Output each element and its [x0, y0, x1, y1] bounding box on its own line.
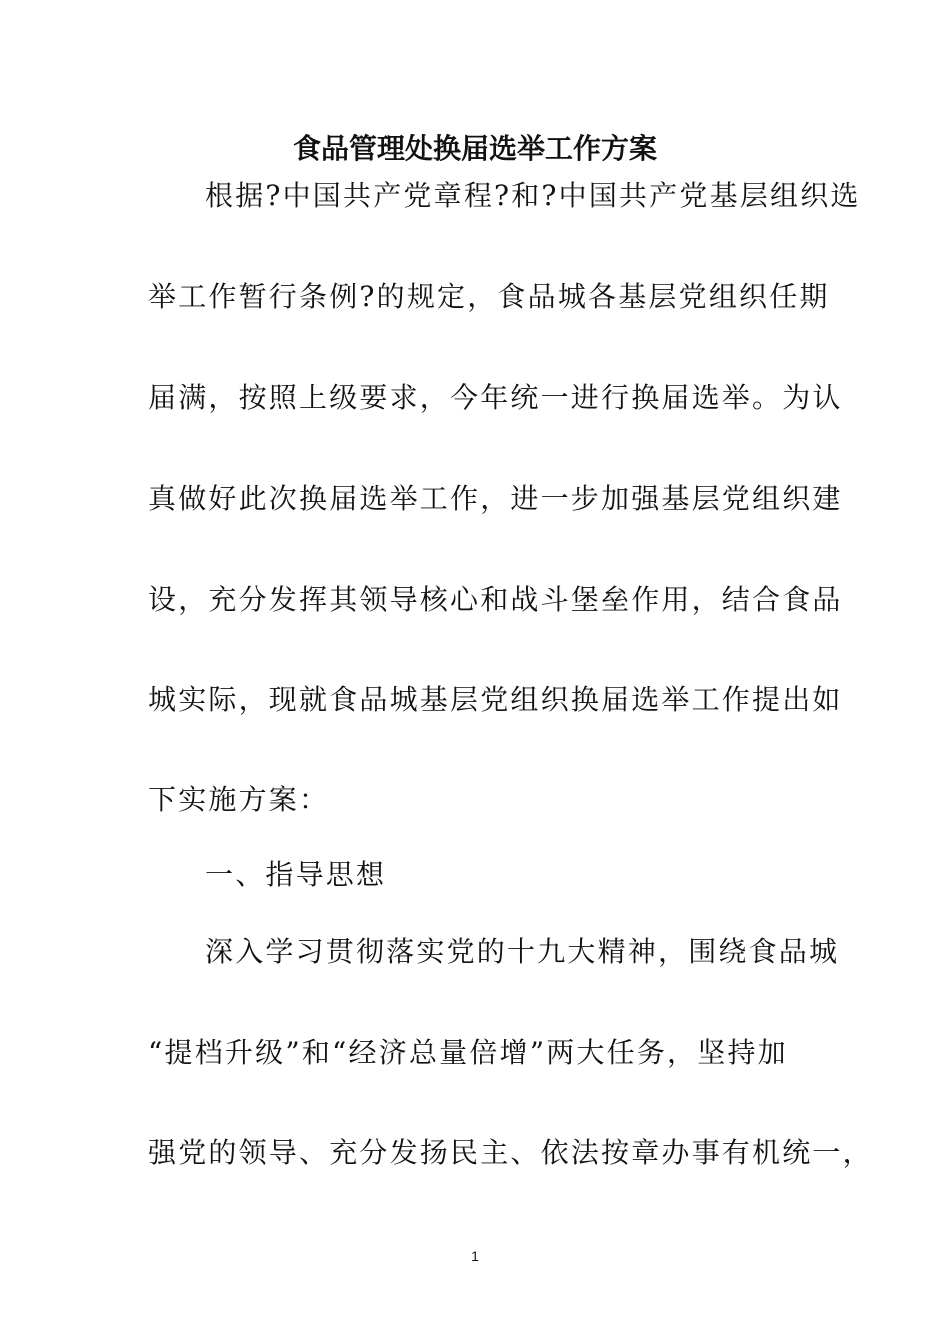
paragraph-line: 举工作暂行条例?的规定，食品城各基层党组织任期 — [148, 280, 830, 313]
paragraph-line: 设，充分发挥其领导核心和战斗堡垒作用，结合食品 — [148, 583, 843, 616]
page-number: 1 — [471, 1248, 479, 1264]
paragraph-line: 强党的领导、充分发扬民主、依法按章办事有机统一， — [148, 1136, 873, 1169]
paragraph-line: 深入学习贯彻落实党的十九大精神，围绕食品城 — [205, 935, 840, 968]
paragraph-line: 真做好此次换届选举工作，进一步加强基层党组织建 — [148, 482, 843, 515]
section-heading: 一、指导思想 — [205, 858, 387, 891]
paragraph-line: “提档升级”和“经济总量倍增”两大任务，坚持加 — [148, 1036, 788, 1069]
paragraph-line: 城实际，现就食品城基层党组织换届选举工作提出如 — [148, 683, 843, 716]
paragraph-line: 根据?中国共产党章程?和?中国共产党基层组织选 — [205, 179, 861, 212]
paragraph-line: 下实施方案： — [148, 783, 330, 816]
document-title: 食品管理处换届选举工作方案 — [292, 132, 657, 165]
paragraph-line: 届满，按照上级要求，今年统一进行换届选举。为认 — [148, 381, 843, 414]
